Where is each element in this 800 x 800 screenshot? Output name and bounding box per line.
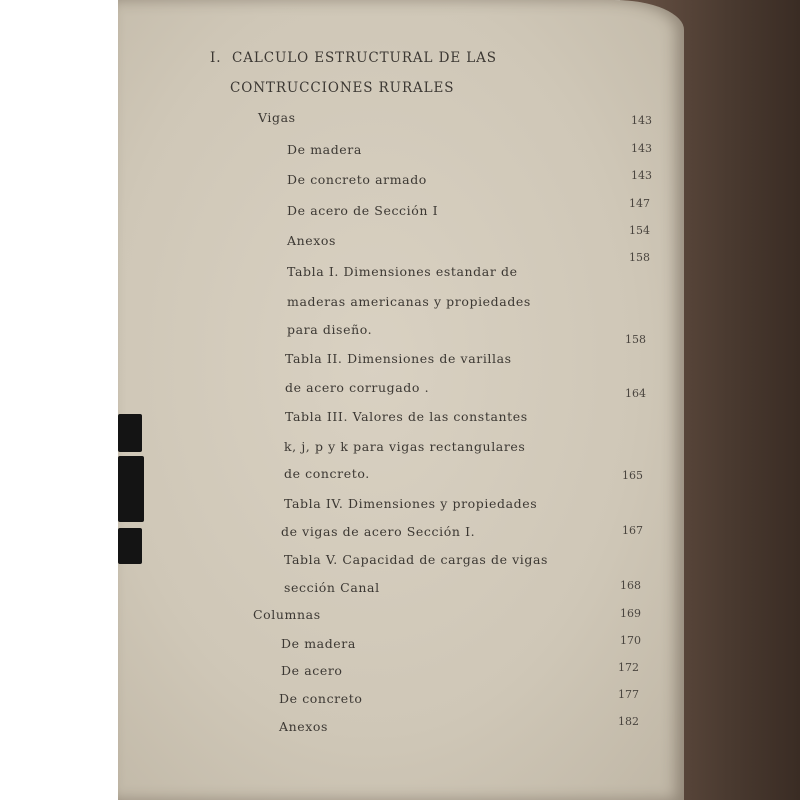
toc-entry-text: De madera bbox=[281, 636, 356, 651]
toc-entry-text: Tabla II. Dimensiones de varillas bbox=[285, 351, 512, 366]
binder-clip-tab bbox=[118, 528, 142, 564]
toc-entry-text: Columnas bbox=[253, 607, 321, 622]
toc-entry-text: k, j, p y k para vigas rectangulares bbox=[284, 439, 526, 454]
toc-entry-page: 182 bbox=[618, 715, 639, 728]
toc-entry-text: De concreto bbox=[279, 691, 363, 706]
toc-entry-text: De concreto armado bbox=[287, 172, 427, 187]
toc-entry-text: Anexos bbox=[279, 719, 329, 734]
toc-entry-text: De acero bbox=[281, 663, 343, 678]
section-title-line2: CONTRUCCIONES RURALES bbox=[230, 80, 455, 96]
toc-entry-page: 158 bbox=[625, 333, 646, 346]
toc-entry-page: 165 bbox=[622, 469, 643, 482]
toc-entry-page: 168 bbox=[620, 579, 641, 592]
toc-entry-text: Tabla I. Dimensiones estandar de bbox=[287, 264, 518, 279]
toc-entry-page: 170 bbox=[620, 634, 641, 647]
binder-clip-tab bbox=[118, 414, 142, 452]
toc-entry-text: de vigas de acero Sección I. bbox=[281, 524, 476, 539]
toc-entry-text: De madera bbox=[287, 142, 362, 157]
toc-entry-text: sección Canal bbox=[284, 580, 380, 595]
toc-entry-text: Vigas bbox=[258, 110, 296, 125]
toc-entry-page: 147 bbox=[629, 197, 650, 210]
toc-entry-text: maderas americanas y propiedades bbox=[287, 294, 531, 309]
toc-entry-page: 143 bbox=[631, 169, 652, 182]
section-number: I. bbox=[210, 50, 222, 66]
section-title-line1: CALCULO ESTRUCTURAL DE LAS bbox=[232, 50, 497, 66]
binder-clip-tab bbox=[118, 456, 144, 522]
toc-entry-page: 143 bbox=[631, 142, 652, 155]
toc-entry-page: 172 bbox=[618, 661, 639, 674]
document-page bbox=[118, 0, 684, 800]
toc-entry-text: Tabla V. Capacidad de cargas de vigas bbox=[284, 552, 549, 567]
toc-entry-text: de concreto. bbox=[284, 466, 370, 481]
toc-entry-page: 143 bbox=[631, 114, 652, 127]
toc-entry-text: Tabla IV. Dimensiones y propiedades bbox=[284, 496, 538, 511]
toc-entry-text: de acero corrugado . bbox=[285, 380, 430, 395]
toc-entry-page: 164 bbox=[625, 387, 646, 400]
toc-entry-page: 169 bbox=[620, 607, 641, 620]
toc-entry-text: Tabla III. Valores de las constantes bbox=[285, 409, 528, 424]
toc-entry-text: Anexos bbox=[287, 233, 337, 248]
toc-entry-text: para diseño. bbox=[287, 322, 373, 337]
toc-entry-page: 167 bbox=[622, 524, 643, 537]
toc-entry-page: 154 bbox=[629, 224, 650, 237]
toc-entry-page: 177 bbox=[618, 688, 639, 701]
toc-entry-text: De acero de Sección I bbox=[287, 203, 439, 218]
left-margin bbox=[0, 0, 120, 800]
toc-entry-page: 158 bbox=[629, 251, 650, 264]
